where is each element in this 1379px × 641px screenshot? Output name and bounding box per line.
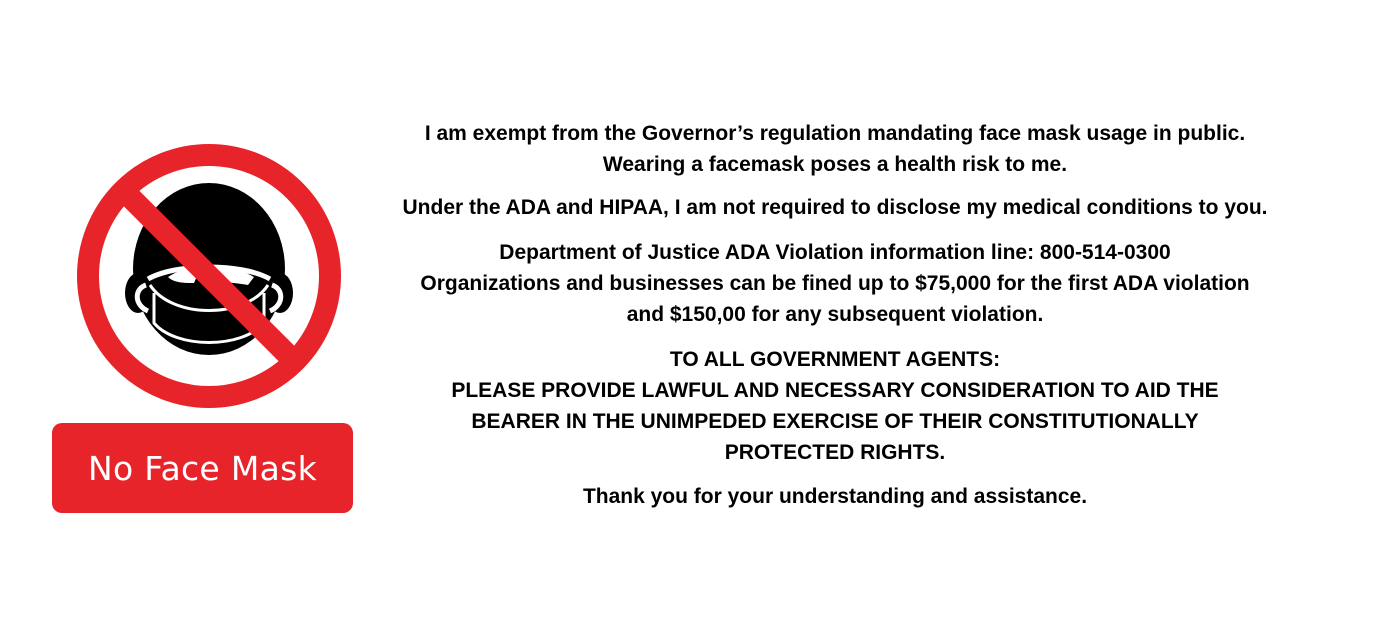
doj-line-2: Organizations and businesses can be fined up to $75,000 for the first ADA violation [420, 272, 1250, 295]
thanks-line: Thank you for your understanding and assistance. [582, 485, 1088, 508]
doj-line-3: and $150,00 for any subsequent violation. [626, 303, 1044, 326]
no-face-mask-badge [0, 0, 380, 641]
agents-line-3: BEARER IN THE UNIMPEDED EXERCISE OF THEIR CONSTITUTIONALLY [471, 410, 1199, 433]
agents-line-1: TO ALL GOVERNMENT AGENTS: [669, 348, 1001, 371]
ada-hipaa-line: Under the ADA and HIPAA, I am not required to disclose my medical conditions to you. [402, 196, 1268, 219]
no-face-mask-label-box [52, 423, 353, 513]
no-face-mask-prohibition-icon [76, 143, 342, 409]
agents-line-4: PROTECTED RIGHTS. [724, 441, 946, 464]
exemption-notice [330, 118, 1340, 512]
exempt-line-2: Wearing a facemask poses a health risk to me. [602, 153, 1068, 176]
agents-line-2: PLEASE PROVIDE LAWFUL AND NECESSARY CONSIDERATION TO AID THE [451, 379, 1219, 402]
doj-line-1: Department of Justice ADA Violation information line: 800-514-0300 [499, 241, 1171, 264]
no-face-mask-label: No Face Mask [87, 448, 318, 488]
exempt-line-1: I am exempt from the Governor’s regulation mandating face mask usage in public. [424, 122, 1246, 145]
